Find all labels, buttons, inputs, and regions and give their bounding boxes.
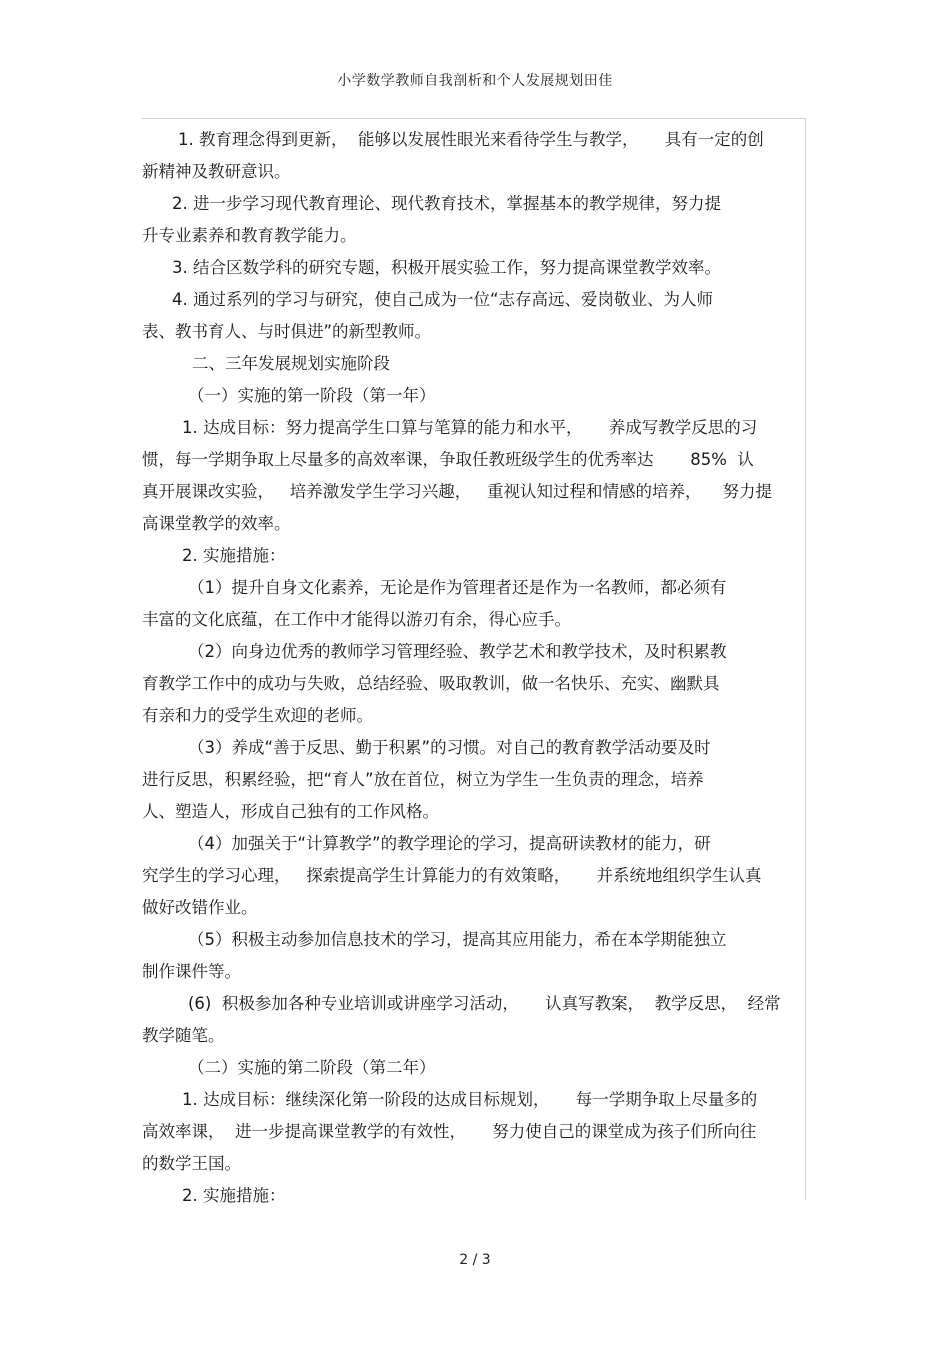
text-line: 做好改错作业。	[142, 898, 258, 917]
text-line: 1. 教育理念得到更新， 能够以发展性眼光来看待学生与教学， 具有一定的创	[178, 130, 764, 149]
text-line: 制作课件等。	[142, 962, 241, 981]
text-line: 表、教书育人、与时俱进”的新型教师。	[142, 322, 432, 341]
text-line: （二）实施的第二阶段（第二年）	[188, 1058, 436, 1077]
text-line: （5）积极主动参加信息技术的学习，提高其应用能力，希在本学期能独立	[188, 930, 727, 949]
text-line: 1. 达成目标：继续深化第一阶段的达成目标规划， 每一学期争取上尽量多的	[182, 1090, 758, 1109]
text-line: 丰富的文化底蕴，在工作中才能得以游刃有余，得心应手。	[142, 610, 571, 629]
text-line: 2. 实施措施：	[182, 1186, 286, 1205]
text-line: 4. 通过系列的学习与研究，使自己成为一位“志存高远、爱岗敬业、为人师	[172, 290, 714, 309]
text-line: （1）提升自身文化素养，无论是作为管理者还是作为一名教师，都必须有	[188, 578, 727, 597]
text-line: 有亲和力的受学生欢迎的老师。	[142, 706, 373, 725]
document-header-title: 小学数学教师自我剖析和个人发展规划田佳	[337, 73, 613, 89]
text-line: （4）加强关于“计算教学”的教学理论的学习，提高研读教材的能力，研	[188, 834, 711, 853]
text-line: 升专业素养和教育教学能力。	[142, 226, 357, 245]
text-line: 新精神及教研意识。	[142, 162, 291, 181]
text-line: 惯，每一学期争取上尽量多的高效率课，争取任教班级学生的优秀率达 85% 认	[142, 450, 754, 469]
text-line: 3. 结合区数学科的研究专题，积极开展实验工作，努力提高课堂教学效率。	[172, 258, 721, 277]
text-line: 2. 进一步学习现代教育理论、现代教育技术，掌握基本的教学规律，努力提	[172, 194, 721, 213]
text-line: （3）养成“善于反思、勤于积累”的习惯。对自己的教育教学活动要及时	[188, 738, 711, 757]
text-line: 高效率课， 进一步提高课堂教学的有效性， 努力使自己的课堂成为孩子们所向往	[142, 1122, 757, 1141]
text-line: 究学生的学习心理， 探索提高学生计算能力的有效策略， 并系统地组织学生认真	[142, 866, 762, 885]
text-line: (6) 积极参加各种专业培训或讲座学习活动， 认真写教案， 教学反思， 经常	[188, 994, 781, 1013]
text-line: 教学随笔。	[142, 1026, 225, 1045]
document-body	[142, 124, 806, 1212]
page-number: 2 / 3	[459, 1252, 491, 1268]
text-line: 2. 实施措施：	[182, 546, 286, 565]
text-line: 的数学王国。	[142, 1154, 241, 1173]
text-line: 进行反思，积累经验，把“育人”放在首位，树立为学生一生负责的理念，培养	[142, 770, 704, 789]
text-line: （2）向身边优秀的教师学习管理经验、教学艺术和教学技术，及时积累教	[188, 642, 727, 661]
text-line: 育教学工作中的成功与失败，总结经验、吸取教训，做一名快乐、充实、幽默具	[142, 674, 720, 693]
text-line: 人、塑造人，形成自己独有的工作风格。	[142, 802, 439, 821]
text-line: 1. 达成目标：努力提高学生口算与笔算的能力和水平， 养成写教学反思的习	[182, 418, 758, 437]
text-line: （一）实施的第一阶段（第一年）	[188, 386, 436, 405]
text-line: 高课堂教学的效率。	[142, 514, 291, 533]
text-line: 真开展课改实验， 培养激发学生学习兴趣， 重视认知过程和情感的培养， 努力提	[142, 482, 772, 501]
text-line: 二、三年发展规划实施阶段	[192, 354, 390, 373]
